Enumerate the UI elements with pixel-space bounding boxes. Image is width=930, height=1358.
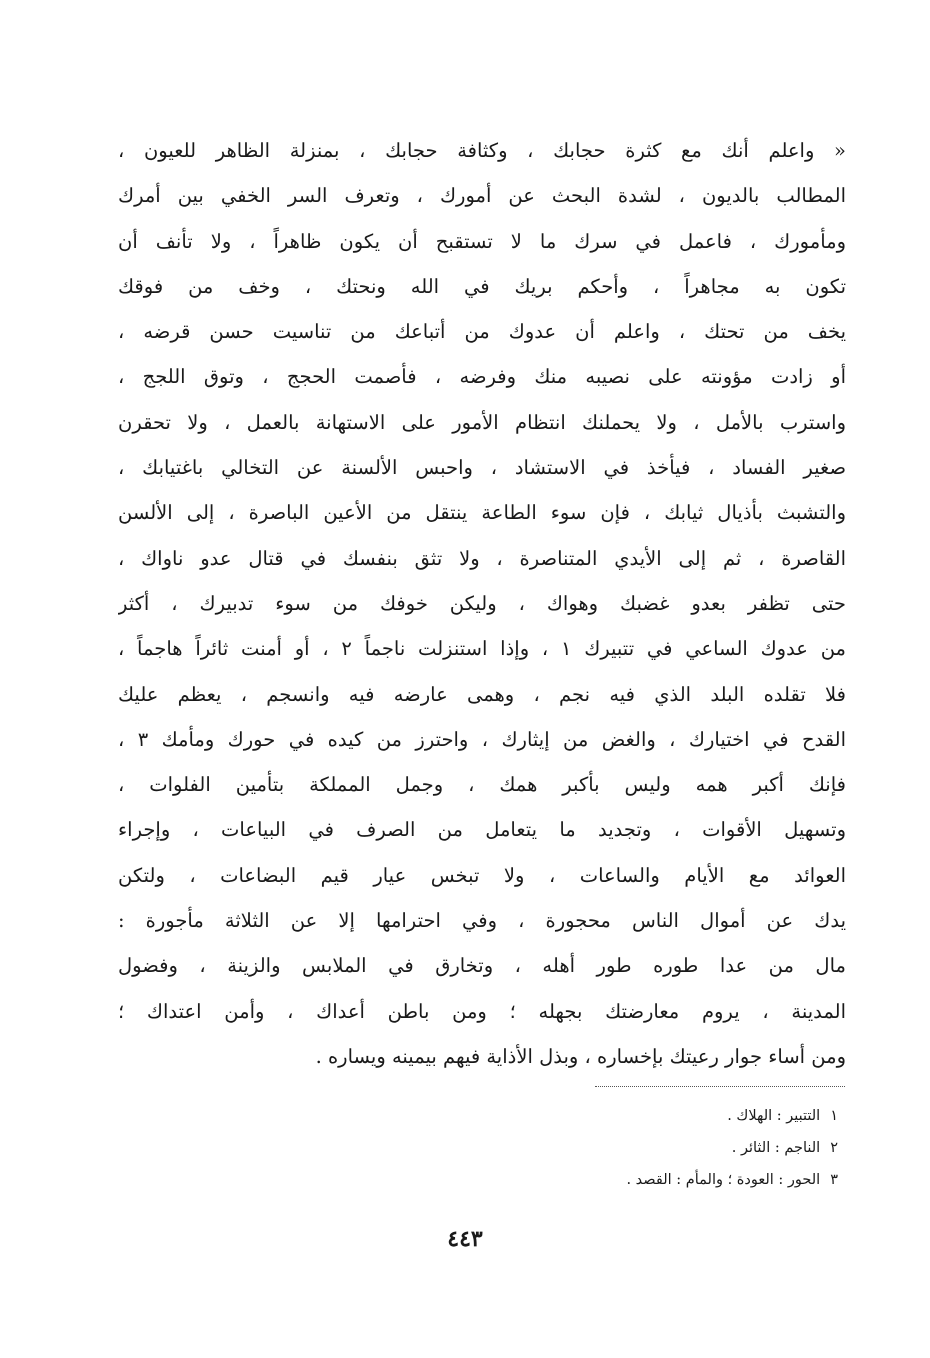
text-line-4: تكون به مجاهراً ، وأحكم بريك في الله ونحتك ، وخف من فوقك: [118, 274, 846, 298]
footnote-3: [388, 1164, 838, 1196]
text-line-2: المطالب بالديون ، لشدة البحث عن أمورك ، وتعرف السر الخفي بين أمرك: [118, 184, 846, 208]
text-line-16: وتسهيل الأقوات ، وتجديد ما يتعامل من الصرف في البياعات ، وإجراء: [118, 818, 846, 842]
body-text: [118, 128, 846, 1079]
footnote-2: [388, 1132, 838, 1164]
footnote-number: ١: [830, 1108, 838, 1124]
footnote-number: ٢: [830, 1140, 838, 1156]
footnote-text: الحور : العودة ؛ والمأم : القصد .: [626, 1172, 821, 1188]
footnotes: [388, 1100, 838, 1196]
text-line-14: القدح في اختيارك ، والغض من إيثارك ، واحترز من كيده في حورك ومأمك ٣ ،: [118, 727, 846, 751]
text-line-12: من عدوك الساعي في تتبيرك ١ ، وإذا استنزلت ناجماً ٢ ، أو أمنت ثائراً هاجماً ،: [118, 637, 846, 661]
text-line-21: ومن أساء جوار رعيتك بإخساره ، وبذل الأذاية فيهم بيمينه ويساره .: [315, 1044, 846, 1068]
text-line-1: « واعلم أنك مع كثرة حجابك ، وكثافة حجابك ، بمنزلة الظاهر للعيون ،: [118, 139, 846, 162]
text-line-3: ومأمورك ، فاعمل في سرك ما لا تستقبح أن يكون ظاهراً ، ولا تأنف أن: [118, 229, 846, 253]
page-number: ٤٤٣: [447, 1226, 483, 1252]
text-line-9: والتشبث بأذيال ثيابك ، فإن سوء الطاعة ينتقل من الأعين الباصرة ، إلى الألسن: [118, 501, 846, 525]
text-line-15: فإنك أكبر همه وليس بأكبر همك ، وجمل المملكة بتأمين الفلوات ،: [118, 773, 846, 797]
text-line-18: يدك عن أموال الناس محجورة ، وفي احترامها إلا عن الثلاثة مأجورة :: [118, 909, 846, 933]
text-line-11: حتى تظفر بعدو غضبك وهواك ، وليكن خوفك من سوء تدبيرك ، أكثر: [118, 591, 846, 615]
footnote-divider: [595, 1086, 845, 1087]
footnote-number: ٣: [830, 1172, 838, 1188]
text-line-17: العوائد مع الأيام والساعات ، ولا تبخس عيار قيم البضاعات ، ولتكن: [118, 863, 846, 887]
footnote-1: [388, 1100, 838, 1132]
footnote-text: الناجم : الثائر .: [731, 1140, 821, 1156]
text-line-8: صغير الفساد ، فيأخذ في الاستشاد ، واحبس الألسنة عن التخالي باغتيابك ،: [118, 456, 846, 480]
text-line-10: القاصرة ، ثم إلى الأيدي المتناصرة ، ولا تثق بنفسك في قتال عدو ناواك ،: [118, 546, 846, 570]
text-line-7: واسترب بالأمل ، ولا يحملنك انتظام الأمور على الاستهانة بالعمل ، ولا تحقرن: [118, 410, 846, 434]
text-line-20: المدينة ، يروم معارضتك بجهله ؛ ومن باطن أعداك ، وأمن اعتداك ؛: [118, 999, 846, 1023]
text-line-13: فلا تقلده البلد الذي فيه نجم ، وهمى عارضه فيه وانسجم ، يعظم عليك: [118, 682, 846, 706]
text-line-6: أو زادت مؤونته على نصيبه منك وفرضه ، فأصمت الحجج ، وتوق اللجج ،: [118, 365, 846, 389]
text-line-5: يخف من تحتك ، واعلم أن عدوك من أتباعك من تناسيت حسن قرضه ،: [118, 320, 846, 344]
footnote-text: التتبير : الهلاك .: [727, 1108, 821, 1124]
text-line-19: مال من عدا طوره طور أهله ، وتخارق في الملابس والزينة ، وفضول: [118, 954, 846, 978]
